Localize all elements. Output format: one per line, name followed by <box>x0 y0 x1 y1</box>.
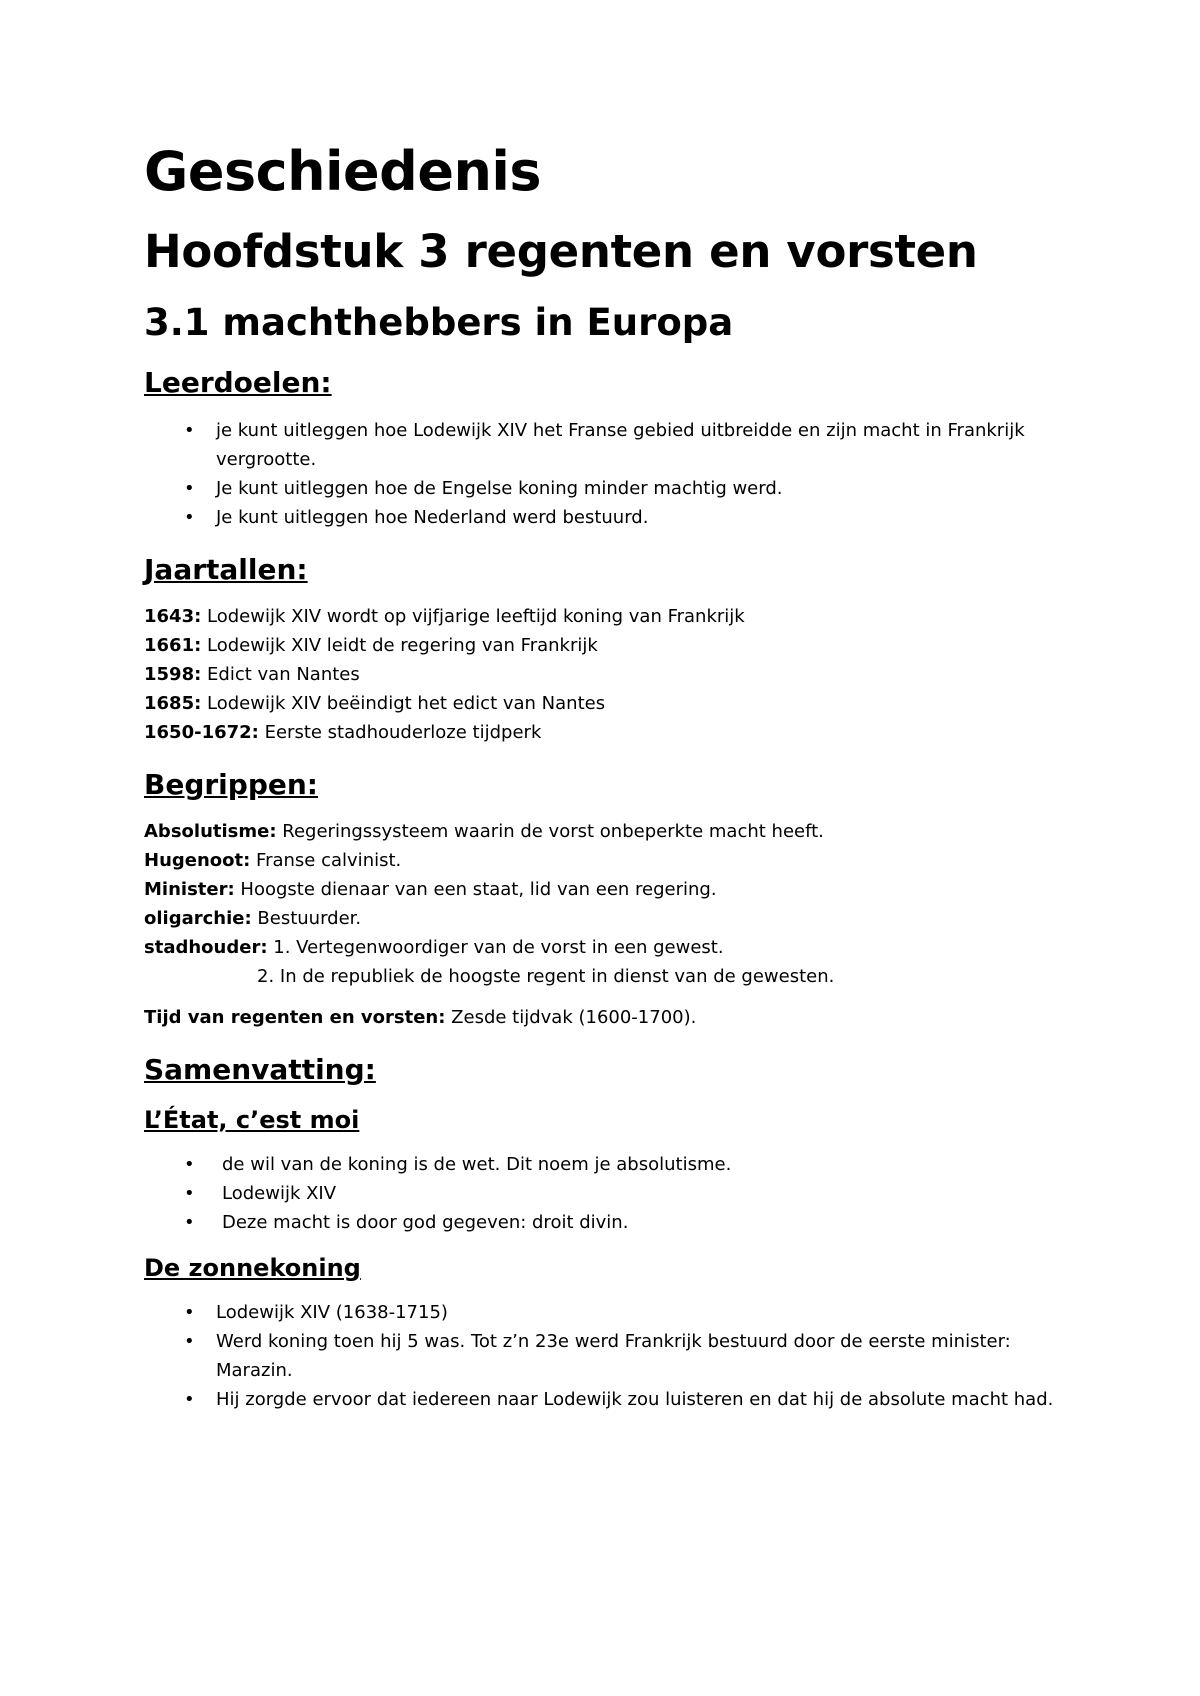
leerdoelen-heading: Leerdoelen: <box>144 366 332 400</box>
year-description: Lodewijk XIV leidt de regering van Frankrijk <box>201 634 598 656</box>
bullet-icon: • <box>184 477 195 499</box>
bullet-icon: • <box>184 1153 195 1175</box>
colon: : <box>194 605 202 627</box>
list-item <box>144 416 1064 474</box>
period-entry <box>144 1003 1064 1032</box>
bullet-icon: • <box>184 1302 195 1324</box>
term-label: Minister <box>144 879 228 901</box>
colon: : <box>243 850 251 872</box>
term-definition: Franse calvinist. <box>250 850 402 872</box>
list-item-text: Hij zorgde ervoor dat iedereen naar Lodewijk zou luisteren en dat hij de absolute macht had. <box>216 1389 1054 1411</box>
colon: : <box>194 692 202 714</box>
list-item-text: Je kunt uitleggen hoe de Engelse koning minder machtig werd. <box>216 477 783 499</box>
year-label: 1685 <box>144 692 195 714</box>
jaartallen-heading: Jaartallen: <box>144 552 308 586</box>
colon: : <box>194 663 202 685</box>
year-label: 1650-1672 <box>144 721 252 743</box>
term-label: Absolutisme <box>144 821 270 843</box>
year-description: Edict van Nantes <box>201 663 360 685</box>
colon: : <box>244 908 252 930</box>
term-label: oligarchie <box>144 908 245 930</box>
list-item <box>144 1298 1064 1327</box>
year-entry <box>144 631 1064 660</box>
bullet-icon: • <box>184 419 195 441</box>
etat-list <box>144 1150 1064 1237</box>
year-description: Lodewijk XIV beëindigt het edict van Nantes <box>201 692 606 714</box>
section-heading: 3.1 machthebbers in Europa <box>144 300 734 344</box>
list-item <box>144 1327 1064 1385</box>
list-item <box>144 474 1064 503</box>
bullet-icon: • <box>184 1211 195 1233</box>
leerdoelen-list <box>144 416 1064 532</box>
year-entry <box>144 718 1064 747</box>
colon: : <box>227 879 235 901</box>
list-item-text: Deze macht is door god gegeven: droit divin. <box>222 1211 629 1233</box>
samenvatting-heading: Samenvatting: <box>144 1053 376 1087</box>
list-item-text: Je kunt uitleggen hoe Nederland werd bestuurd. <box>216 506 649 528</box>
list-item-text: de wil van de koning is de wet. Dit noem je absolutisme. <box>222 1153 732 1175</box>
etat-heading: L’État, c’est moi <box>144 1105 360 1134</box>
list-item <box>144 1385 1064 1414</box>
term-definition: Hoogste dienaar van een staat, lid van een regering. <box>234 879 717 901</box>
list-item-text: Werd koning toen hij 5 was. Tot z’n 23e werd Frankrijk bestuurd door de eerste minister: Marazin. <box>216 1331 1011 1382</box>
term-label: stadhouder <box>144 937 261 959</box>
year-label: 1598 <box>144 663 195 685</box>
term-definition: Bestuurder. <box>251 908 362 930</box>
term-entry <box>144 933 1064 962</box>
period-term: Tijd van regenten en vorsten <box>144 1007 439 1029</box>
year-description: Lodewijk XIV wordt op vijfjarige leeftijd koning van Frankrijk <box>201 605 745 627</box>
list-item <box>144 1208 1064 1237</box>
bullet-icon: • <box>184 506 195 528</box>
term-entry <box>144 904 1064 933</box>
list-item-text: Lodewijk XIV (1638-1715) <box>216 1302 448 1324</box>
bullet-icon: • <box>184 1182 195 1204</box>
term-definition-continued: 2. In de republiek de hoogste regent in dienst van de gewesten. <box>257 966 835 988</box>
list-item <box>144 1179 1064 1208</box>
document-title: Geschiedenis <box>144 140 542 203</box>
list-item-text: Lodewijk XIV <box>222 1182 337 1204</box>
year-entry <box>144 689 1064 718</box>
term-definition: Regeringssysteem waarin de vorst onbeperkte macht heeft. <box>276 821 824 843</box>
document-page <box>144 140 1064 1414</box>
list-item <box>144 503 1064 532</box>
year-description: Eerste stadhouderloze tijdperk <box>258 721 542 743</box>
colon: : <box>438 1007 446 1029</box>
bullet-icon: • <box>184 1331 195 1353</box>
colon: : <box>260 937 268 959</box>
colon: : <box>194 634 202 656</box>
term-entry <box>144 875 1064 904</box>
zonnekoning-heading: De zonnekoning <box>144 1253 361 1282</box>
list-item-text: je kunt uitleggen hoe Lodewijk XIV het Franse gebied uitbreidde en zijn macht in Frankrijk vergrootte. <box>216 419 1025 470</box>
chapter-heading: Hoofdstuk 3 regenten en vorsten <box>144 224 978 278</box>
zonnekoning-list <box>144 1298 1064 1414</box>
colon: : <box>251 721 259 743</box>
list-item <box>144 1150 1064 1179</box>
colon: : <box>269 821 277 843</box>
year-entry <box>144 602 1064 631</box>
year-entry <box>144 660 1064 689</box>
year-label: 1661 <box>144 634 195 656</box>
begrippen-heading: Begrippen: <box>144 767 318 801</box>
jaartallen-list <box>144 602 1064 747</box>
term-entry <box>144 817 1064 846</box>
term-entry <box>144 846 1064 875</box>
term-label: Hugenoot <box>144 850 244 872</box>
term-definition: 1. Vertegenwoordiger van de vorst in een gewest. <box>267 937 724 959</box>
bullet-icon: • <box>184 1389 195 1411</box>
begrippen-list <box>144 817 1064 1032</box>
period-definition: Zesde tijdvak (1600-1700). <box>445 1007 697 1029</box>
year-label: 1643 <box>144 605 195 627</box>
